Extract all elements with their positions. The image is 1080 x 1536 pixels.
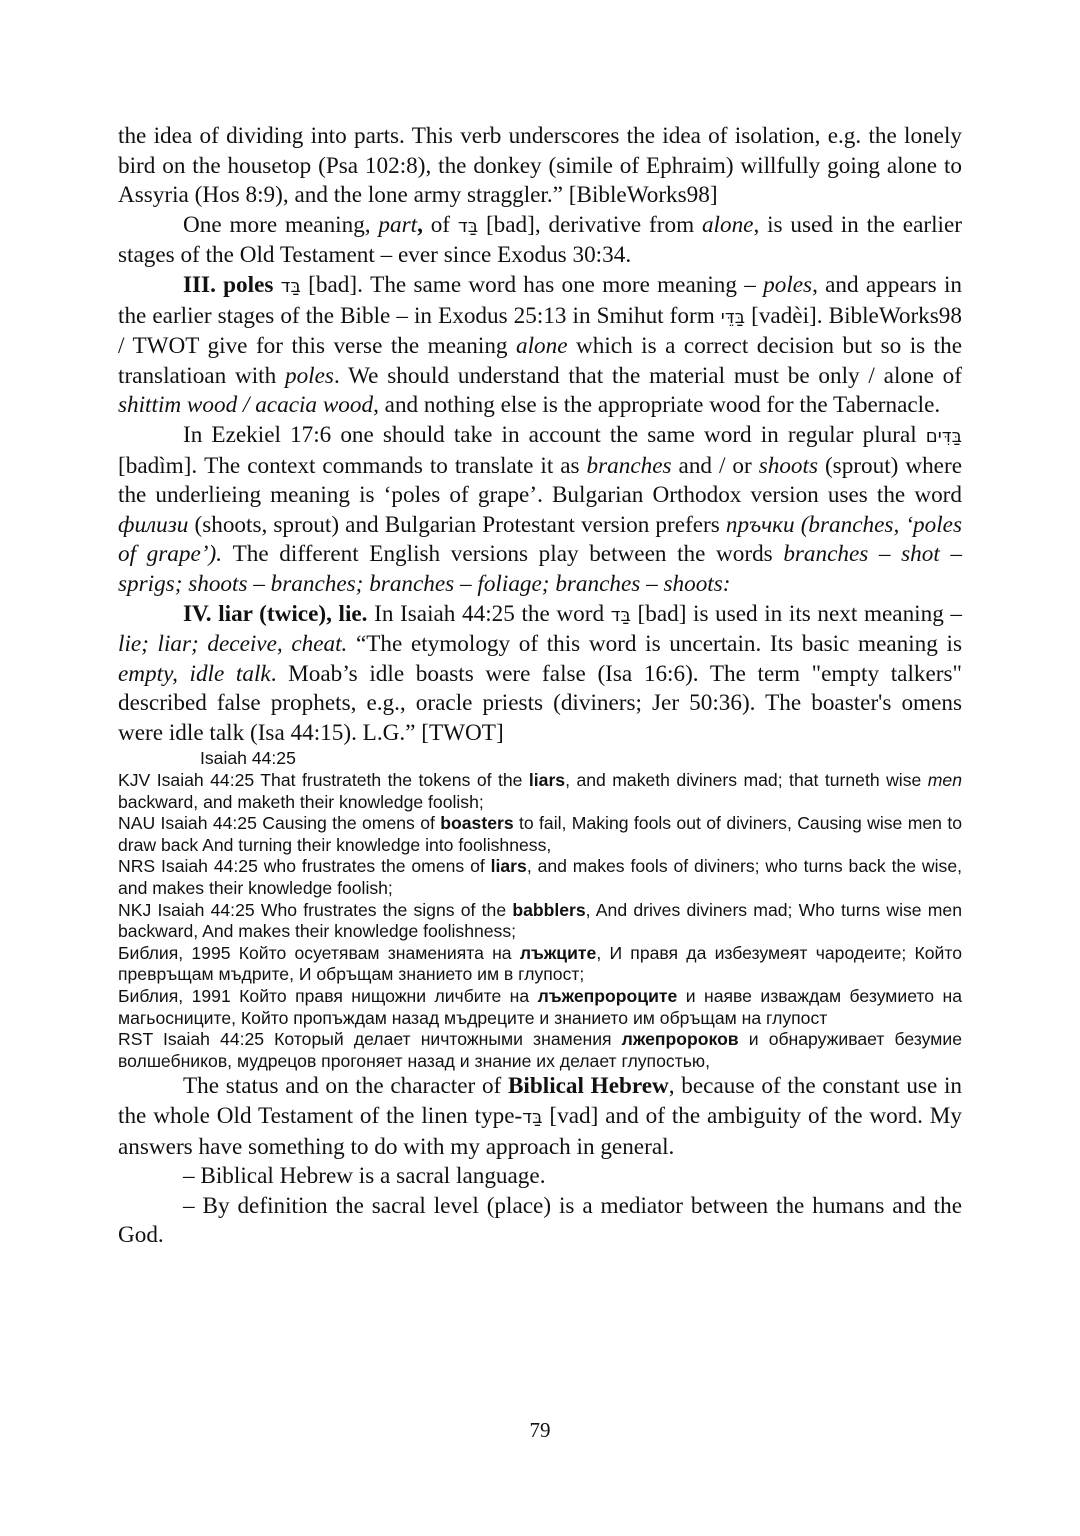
italic-term: пръчки bbox=[725, 511, 795, 538]
text: backward, and maketh their knowledge foolish; bbox=[118, 791, 484, 812]
italic-term: филизи bbox=[118, 511, 189, 538]
text: и наяве изваждам безумието на магьосниците, Който пропъждам назад мъдреците и знанието им обръщам на глупост bbox=[118, 986, 962, 1028]
text: NKJ Isaiah 44:25 Who frustrates the signs of the bbox=[118, 899, 513, 920]
paragraph-status bbox=[118, 1072, 962, 1162]
bold-word: boasters bbox=[440, 813, 514, 834]
bold-word: лъжците bbox=[519, 942, 597, 963]
text: [badìm]. The context commands to translate it as bbox=[118, 452, 587, 479]
verse-rst bbox=[118, 1029, 962, 1072]
text: , And drives diviners mad; Who turns wise men backward, And makes their knowledge foolishness; bbox=[118, 899, 962, 942]
hebrew-word: בַּדֵּי bbox=[720, 306, 746, 328]
dash-item-sacral: – Biblical Hebrew is a sacral language. bbox=[183, 1163, 546, 1190]
bold-text: , bbox=[417, 211, 423, 238]
hebrew-word: בַּד bbox=[280, 275, 301, 297]
hebrew-word: בַּדִּים bbox=[925, 425, 962, 447]
text: [vadèi]. BibleWorks98 / TWOT give for this verse the meaning bbox=[118, 302, 962, 360]
text: Библия, 1995 Който осуетявам знаменията на bbox=[118, 942, 520, 963]
italic-term: poles bbox=[284, 362, 334, 389]
verse-nau bbox=[118, 813, 962, 856]
text: KJV Isaiah 44:25 That frustrateth the tokens of the bbox=[118, 770, 529, 791]
page-number: 79 bbox=[529, 1418, 551, 1442]
text: (sprout) where the underlieing meaning is ‘poles of grape’. Bulgarian Orthodox version uses the word bbox=[118, 452, 962, 509]
paragraph-poles bbox=[118, 271, 962, 421]
verse-bg1995 bbox=[118, 943, 962, 986]
verse-kjv bbox=[118, 770, 962, 813]
text: of bbox=[422, 211, 458, 238]
text: , and nothing else is the appropriate wood for the Tabernacle. bbox=[373, 392, 941, 419]
text: The status and on the character of bbox=[183, 1073, 508, 1100]
bold-word: liars bbox=[490, 856, 527, 877]
bold-term: Biblical Hebrew bbox=[507, 1073, 669, 1100]
page-body bbox=[118, 122, 962, 1251]
italic-term: (branches, ‘poles of grape’). bbox=[118, 511, 962, 568]
text: [vad] and of the ambiguity of the word. My answers have something to do with my approach in general. bbox=[118, 1102, 962, 1160]
italic-term: shittim wood / acacia wood bbox=[118, 392, 374, 419]
text: RST Isaiah 44:25 Который делает ничтожными знамения bbox=[118, 1029, 622, 1050]
italic-term: shoots bbox=[758, 452, 818, 479]
hebrew-word: בַּד bbox=[610, 604, 631, 626]
verse-nkj bbox=[118, 900, 962, 943]
paragraph-part bbox=[118, 211, 962, 271]
text: , is used in the earlier stages of the Old Testament – ever since Exodus 30:34. bbox=[118, 211, 962, 269]
text: One more meaning, bbox=[183, 211, 379, 238]
text: In Isaiah 44:25 the word bbox=[367, 600, 611, 627]
italic-term: poles bbox=[763, 271, 813, 298]
bold-word: babblers bbox=[512, 899, 586, 920]
text: , because of the constant use in the whole Old Testament of the linen type- bbox=[118, 1073, 962, 1129]
text: Библия, 1991 Който правя нищожни личбите на bbox=[118, 986, 538, 1006]
text: the idea of dividing into parts. This verb underscores the idea of isolation, e.g. the lonely bird on the housetop (Psa 102:8), the donkey (simile of Ephraim) willfully going alone to Assyria (Hos 8:9), and the lone army straggler.” [BibleWorks98] bbox=[118, 123, 962, 209]
text: In Ezekiel 17:6 one should take in account the same word in regular plural bbox=[183, 421, 926, 448]
paragraph-intro bbox=[118, 122, 962, 211]
bold-word: лъжепророците bbox=[537, 986, 678, 1006]
verse-nrs bbox=[118, 856, 962, 899]
section-heading-poles: III. poles bbox=[183, 271, 274, 298]
section-heading-liar: IV. liar (twice), lie. bbox=[183, 600, 368, 627]
paragraph-liar bbox=[118, 600, 962, 749]
bold-word: liars bbox=[528, 770, 566, 791]
text: NAU Isaiah 44:25 Causing the omens of bbox=[118, 813, 441, 834]
text: [bad] is used in its next meaning – bbox=[630, 600, 962, 627]
text: The different English versions play between the words bbox=[222, 541, 784, 568]
verse-bg1991 bbox=[118, 986, 962, 1029]
text: to fail, Making fools out of diviners, Causing wise men to draw back And turning their knowledge into foolishness, bbox=[118, 813, 962, 855]
text: , and appears in the earlier stages of the Bible – in Exodus 25:13 in Smihut form bbox=[118, 271, 963, 329]
italic-term: alone bbox=[516, 333, 568, 360]
hebrew-word: בַּד bbox=[457, 215, 479, 237]
text: (shoots, sprout) and Bulgarian Protestant version prefers bbox=[188, 511, 726, 538]
text: . We should understand that the material must be only / alone of bbox=[333, 362, 962, 389]
italic-term: branches – shot – sprigs; shoots – branches; branches – foliage; branches – shoots: bbox=[118, 541, 963, 597]
text: и обнаруживает безумие волшебников, мудрецов прогоняет назад и знание их делает глупостью, bbox=[118, 1029, 962, 1071]
paragraph-ezekiel bbox=[118, 421, 962, 600]
verse-heading: Isaiah 44:25 bbox=[200, 748, 296, 769]
italic-term: alone bbox=[701, 211, 754, 238]
dash-item-mediator: – By definition the sacral level (place) is a mediator between the humans and the God. bbox=[118, 1192, 962, 1249]
text: and / or bbox=[671, 452, 759, 479]
italic-term: lie; liar; deceive, cheat. bbox=[118, 631, 348, 658]
bold-word: лжепророков bbox=[621, 1029, 739, 1050]
text: , И правя да избезумеят чародеите; Който превръщам мъдрите, И обръщам знанието им в глупост; bbox=[118, 942, 962, 985]
text: [bad]. The same word has one more meaning – bbox=[300, 271, 764, 298]
italic-term: part bbox=[378, 211, 418, 238]
hebrew-word: בַּד bbox=[522, 1106, 543, 1128]
text: NRS Isaiah 44:25 who frustrates the omens of bbox=[118, 856, 491, 877]
text: “The etymology of this word is uncertain. Its basic meaning is bbox=[347, 631, 962, 658]
text: , and makes fools of diviners; who turns back the wise, and makes their knowledge foolish; bbox=[118, 856, 962, 899]
text: which is a correct decision but so is the translatioan with bbox=[118, 333, 962, 389]
text: [bad], derivative from bbox=[478, 211, 702, 238]
text: . Moab’s idle boasts were false (Isa 16:6). The term "empty talkers" described false prophets, e.g., oracle priests (diviners; Jer 50:36). The boaster's omens were idle talk (Isa 44:15). L.G.” [TWOT] bbox=[118, 660, 962, 746]
italic-term: empty, idle talk bbox=[118, 660, 271, 687]
text: , and maketh diviners mad; that turneth wise bbox=[565, 770, 928, 791]
italic-term: branches bbox=[586, 452, 672, 479]
italic-word: men bbox=[927, 770, 962, 791]
